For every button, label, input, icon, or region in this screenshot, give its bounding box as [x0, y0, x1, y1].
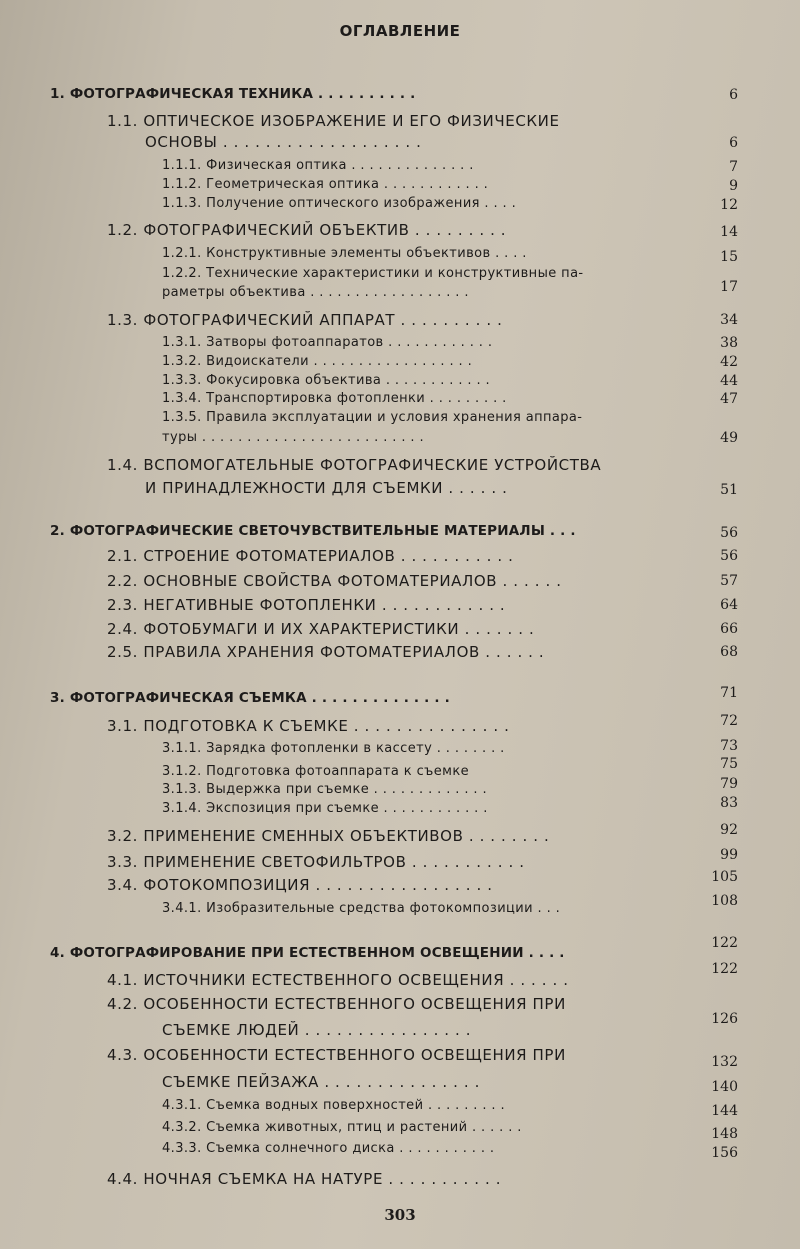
toc-subsection-title: 3.1.4. Экспозиция при съемке . . . . . . . . . . . . — [162, 801, 488, 816]
toc-subsection-title: 1.3.2. Видоискатели . . . . . . . . . . . . . . . . . . — [162, 354, 473, 369]
toc-page-number: 92 — [720, 822, 738, 838]
toc-page-number: 51 — [720, 482, 738, 498]
toc-page-number: 42 — [720, 354, 738, 370]
toc-page-number: 12 — [720, 197, 738, 213]
toc-section-title: 1.4. ВСПОМОГАТЕЛЬНЫЕ ФОТОГРАФИЧЕСКИЕ УСТРОЙСТВА — [107, 456, 602, 474]
toc-subsection-title: 1.1.2. Геометрическая оптика . . . . . . . . . . . . — [162, 177, 489, 192]
toc-page-number: 140 — [711, 1079, 738, 1095]
toc-page-number: 144 — [711, 1103, 738, 1119]
toc-page-number: 75 — [720, 756, 738, 772]
toc-page-number: 6 — [729, 135, 738, 151]
toc-subsection-title: 1.1.3. Получение оптического изображения . . . . — [162, 196, 517, 211]
toc-section-title: 2.3. НЕГАТИВНЫЕ ФОТОПЛЕНКИ . . . . . . . . . . . . — [107, 596, 506, 614]
toc-section-title: 1.2. ФОТОГРАФИЧЕСКИЙ ОБЪЕКТИВ . . . . . . . . . — [107, 221, 507, 239]
toc-section-title: 2.2. ОСНОВНЫЕ СВОЙСТВА ФОТОМАТЕРИАЛОВ . . . . . . — [107, 572, 562, 590]
toc-page-number: 66 — [720, 621, 738, 637]
toc-page-number: 122 — [711, 961, 738, 977]
toc-page-number: 72 — [720, 713, 738, 729]
toc-chapter-title: 3. ФОТОГРАФИЧЕСКАЯ СЪЕМКА . . . . . . . . . . . . . . — [50, 690, 450, 706]
toc-page-number: 148 — [711, 1126, 738, 1142]
toc-subsection-title: 4.3.3. Съемка солнечного диска . . . . . . . . . . . — [162, 1141, 495, 1156]
toc-page-number: 44 — [720, 373, 738, 389]
page-number-footer: 303 — [384, 1206, 416, 1224]
page-title: ОГЛАВЛЕНИЕ — [339, 22, 461, 40]
toc-section-title: 1.1. ОПТИЧЕСКОЕ ИЗОБРАЖЕНИЕ И ЕГО ФИЗИЧЕСКИЕ — [107, 112, 560, 130]
toc-page-number: 126 — [711, 1011, 738, 1027]
toc-chapter-title: 1. ФОТОГРАФИЧЕСКАЯ ТЕХНИКА . . . . . . . . . . — [50, 86, 416, 102]
toc-page-number: 132 — [711, 1054, 738, 1070]
toc-page-number: 105 — [711, 869, 738, 885]
toc-subsection-title: туры . . . . . . . . . . . . . . . . . . . . . . . . . — [162, 430, 424, 445]
toc-section-title: 2.4. ФОТОБУМАГИ И ИХ ХАРАКТЕРИСТИКИ . . . . . . . — [107, 620, 535, 638]
toc-page-number: 83 — [720, 795, 738, 811]
toc-page-number: 38 — [720, 335, 738, 351]
toc-page-number: 57 — [720, 573, 738, 589]
toc-subsection-title: 1.2.2. Технические характеристики и конструктивные па- — [162, 266, 584, 281]
toc-section-title: 4.4. НОЧНАЯ СЪЕМКА НА НАТУРЕ . . . . . . . . . . . — [107, 1170, 502, 1188]
toc-page-number: 9 — [729, 178, 738, 194]
toc-section-title: 4.1. ИСТОЧНИКИ ЕСТЕСТВЕННОГО ОСВЕЩЕНИЯ . . . . . . — [107, 971, 569, 989]
toc-page-number: 7 — [729, 159, 738, 175]
toc-section-title: 4.2. ОСОБЕННОСТИ ЕСТЕСТВЕННОГО ОСВЕЩЕНИЯ ПРИ — [107, 995, 566, 1013]
toc-page-number: 49 — [720, 430, 738, 446]
toc-subsection-title: 4.3.1. Съемка водных поверхностей . . . . . . . . . — [162, 1098, 506, 1113]
toc-subsection-title: 4.3.2. Съемка животных, птиц и растений . . . . . . — [162, 1120, 522, 1135]
toc-section-title: 3.4. ФОТОКОМПОЗИЦИЯ . . . . . . . . . . . . . . . . . — [107, 876, 493, 894]
toc-subsection-title: 1.3.3. Фокусировка объектива . . . . . . . . . . . . — [162, 373, 491, 388]
toc-page-number: 73 — [720, 738, 738, 754]
toc-section-title: 3.3. ПРИМЕНЕНИЕ СВЕТОФИЛЬТРОВ . . . . . . . . . . . — [107, 853, 525, 871]
toc-page-number: 15 — [720, 249, 738, 265]
toc-subsection-title: 3.1.3. Выдержка при съемке . . . . . . . . . . . . . — [162, 782, 487, 797]
toc-section-title: СЪЕМКЕ ПЕЙЗАЖА . . . . . . . . . . . . . . . — [162, 1073, 480, 1091]
toc-chapter-title: 4. ФОТОГРАФИРОВАНИЕ ПРИ ЕСТЕСТВЕННОМ ОСВЕЩЕНИИ . . . . — [50, 945, 565, 961]
toc-subsection-title: 1.2.1. Конструктивные элементы объективов . . . . — [162, 246, 527, 261]
toc-page-number: 14 — [720, 224, 738, 240]
toc-page-number: 47 — [720, 391, 738, 407]
toc-subsection-title: 3.1.1. Зарядка фотопленки в кассету . . . . . . . . — [162, 741, 505, 756]
toc-section-title: 1.3. ФОТОГРАФИЧЕСКИЙ АППАРАТ . . . . . . . . . . — [107, 311, 503, 329]
toc-page-number: 6 — [729, 87, 738, 103]
toc-subsection-title: 1.3.1. Затворы фотоаппаратов . . . . . . . . . . . . — [162, 335, 493, 350]
toc-section-title: 3.2. ПРИМЕНЕНИЕ СМЕННЫХ ОБЪЕКТИВОВ . . . . . . . . — [107, 827, 550, 845]
toc-section-title: 4.3. ОСОБЕННОСТИ ЕСТЕСТВЕННОГО ОСВЕЩЕНИЯ ПРИ — [107, 1046, 566, 1064]
toc-subsection-title: раметры объектива . . . . . . . . . . . . . . . . . . — [162, 285, 469, 300]
toc-page-number: 156 — [711, 1145, 738, 1161]
toc-page-number: 108 — [711, 893, 738, 909]
toc-chapter-title: 2. ФОТОГРАФИЧЕСКИЕ СВЕТОЧУВСТВИТЕЛЬНЫЕ МАТЕРИАЛЫ . . . — [50, 523, 576, 539]
toc-section-title: ОСНОВЫ . . . . . . . . . . . . . . . . . . . — [145, 133, 422, 151]
toc-page-number: 71 — [720, 685, 738, 701]
toc-page-number: 56 — [720, 525, 738, 541]
toc-subsection-title: 1.3.5. Правила эксплуатации и условия хранения аппара- — [162, 410, 583, 425]
toc-page-number: 79 — [720, 776, 738, 792]
toc-page-number: 122 — [711, 935, 738, 951]
toc-page-number: 64 — [720, 597, 738, 613]
toc-section-title: 2.5. ПРАВИЛА ХРАНЕНИЯ ФОТОМАТЕРИАЛОВ . . . . . . — [107, 643, 545, 661]
toc-page-number: 17 — [720, 279, 738, 295]
toc-section-title: 3.1. ПОДГОТОВКА К СЪЕМКЕ . . . . . . . . . . . . . . . — [107, 717, 510, 735]
toc-page-number: 68 — [720, 644, 738, 660]
toc-subsection-title: 1.1.1. Физическая оптика . . . . . . . . . . . . . . — [162, 158, 474, 173]
toc-page-number: 99 — [720, 847, 738, 863]
toc-subsection-title: 1.3.4. Транспортировка фотопленки . . . . . . . . . — [162, 391, 507, 406]
toc-section-title: 2.1. СТРОЕНИЕ ФОТОМАТЕРИАЛОВ . . . . . . . . . . . — [107, 547, 514, 565]
toc-page-number: 34 — [720, 312, 738, 328]
toc-subsection-title: 3.4.1. Изобразительные средства фотокомпозиции . . . — [162, 901, 561, 916]
toc-subsection-title: 3.1.2. Подготовка фотоаппарата к съемке — [162, 764, 469, 779]
toc-section-title: И ПРИНАДЛЕЖНОСТИ ДЛЯ СЪЕМКИ . . . . . . — [145, 479, 508, 497]
toc-section-title: СЪЕМКЕ ЛЮДЕЙ . . . . . . . . . . . . . . . . — [162, 1021, 472, 1039]
toc-page-number: 56 — [720, 548, 738, 564]
